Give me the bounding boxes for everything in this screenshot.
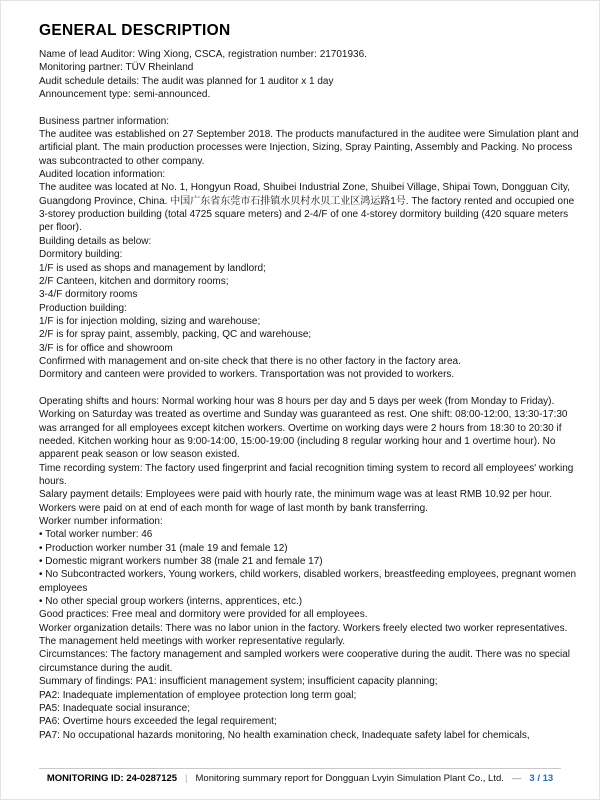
text-line: • Production worker number 31 (male 19 and female 12)	[39, 542, 288, 554]
text-line: needed. Kitchen working hour as 9:00-14:00, 15:00-19:00 (including 8 regular working hour and 1 overtime hour). No	[39, 435, 556, 447]
text-line: Audited location information:	[39, 169, 166, 181]
text-line: Confirmed with management and on-site check that there is no other factory in the factory area.	[39, 355, 461, 367]
text-line: PA2: Inadequate implementation of employee protection long term goal;	[39, 689, 357, 701]
section-business-partner	[39, 115, 579, 382]
footer-dash: —	[511, 773, 522, 784]
text-line: Announcement type: semi-announced.	[39, 89, 211, 101]
text-line: 1/F is for injection molding, sizing and warehouse;	[39, 315, 261, 327]
text-line: 3-storey production building (total 4725 square meters) and 2-4/F of one 4-storey dormitory building (420 square meters	[39, 209, 569, 221]
text-line: Name of lead Auditor: Wing Xiong, CSCA, registration number: 21701936.	[39, 49, 367, 60]
text-line: Worker organization details: There was no labor union in the factory. Workers freely elected two worker representatives.	[39, 622, 568, 634]
text-line: Workers were paid on at end of each month for wage of last month by bank transferring.	[39, 502, 428, 514]
text-line: Business partner information:	[39, 115, 170, 127]
text-line: apparent peak season or low season existed.	[39, 449, 240, 461]
text-line: Dormitory and canteen were provided to workers. Transportation was not provided to workers.	[39, 369, 455, 381]
text-line: employees	[39, 582, 88, 594]
text-line: • No other special group workers (interns, apprentices, etc.)	[39, 596, 303, 608]
text-line: Dormitory building:	[39, 249, 123, 261]
text-line: • Total worker number: 46	[39, 529, 153, 541]
text-line: Summary of findings: PA1: insufficient management system; insufficient capacity planning;	[39, 676, 438, 688]
text-line: The auditee was located at No. 1, Hongyun Road, Shuibei Industrial Zone, Shuibei Village, Shipai Town, Dongguan City,	[39, 182, 570, 194]
footer-divider	[39, 768, 561, 769]
text-line: 2/F is for spray paint, assembly, packing, QC and warehouse;	[39, 329, 312, 341]
text-line: was subcontracted to other company.	[39, 155, 205, 167]
text-line: circumstance during the audit.	[39, 662, 173, 674]
text-line: per floor).	[39, 222, 82, 234]
text-line: Circumstances: The factory management and sampled workers were cooperative during the audit. There was no special	[39, 649, 571, 661]
text-line: • No Subcontracted workers, Young workers, child workers, disabled workers, breastfeeding employees, pregnant women	[39, 569, 577, 581]
text-line: Building details as below:	[39, 235, 152, 247]
page-title: GENERAL DESCRIPTION	[39, 22, 231, 39]
text-line: 3/F is for office and showroom	[39, 342, 173, 354]
text-line: hours.	[39, 476, 67, 487]
text-line: Good practices: Free meal and dormitory were provided for all employees.	[39, 609, 368, 621]
text-line: PA7: No occupational hazards monitoring, No health examination check, Inadequate safety label for chemicals,	[39, 729, 530, 741]
section-operations	[39, 395, 577, 742]
text-line: 3-4/F dormitory rooms	[39, 289, 138, 301]
text-line: • Domestic migrant workers number 38 (male 21 and female 17)	[39, 556, 323, 568]
text-line: was arranged for all employees except kitchen workers. Overtime on working days were 2 hours from 18:30 to 20:30 if	[39, 422, 562, 434]
text-line: Worker number information:	[39, 516, 163, 528]
page-number: 3 / 13	[529, 773, 554, 784]
monitoring-id: MONITORING ID: 24-0287125	[46, 773, 178, 784]
text-line: PA6: Overtime hours exceeded the legal requirement;	[39, 716, 277, 728]
text-line: Audit schedule details: The audit was planned for 1 auditor x 1 day	[39, 75, 334, 87]
section-audit-info	[39, 48, 561, 101]
text-line: The management held meetings with worker representative regularly.	[39, 636, 346, 648]
text-line: Time recording system: The factory used fingerprint and facial recognition timing system to record all employees' working	[39, 462, 574, 474]
text-line: 1/F is used as shops and management by landlord;	[39, 262, 266, 274]
report-title: Monitoring summary report for Dongguan Lvyin Simulation Plant Co., Ltd.	[195, 773, 504, 784]
text-line: Monitoring partner: TÜV Rheinland	[39, 62, 194, 74]
text-line: Guangdong Province, China. 中国广东省东莞市石排镇水贝村水贝工业区鸿运路1号. The factory rented and occupied one	[39, 195, 575, 207]
text-line: Salary payment details: Employees were paid with hourly rate, the minimum wage was at least RMB 10.92 per hour.	[39, 489, 553, 501]
text-line: Production building:	[39, 302, 127, 314]
text-line: PA5: Inadequate social insurance;	[39, 702, 191, 714]
footer-separator: |	[185, 773, 188, 784]
text-line: 2/F Canteen, kitchen and dormitory rooms;	[39, 275, 229, 287]
text-line: Working on Saturday was treated as overtime and Sunday was guaranteed as rest. One shift: 08:00-12:00, 13:30-17:30	[39, 409, 568, 421]
footer	[1, 773, 599, 785]
text-line: The auditee was established on 27 September 2018. The products manufactured in the auditee were Simulation plant and	[39, 129, 579, 141]
text-line: Operating shifts and hours: Normal working hour was 8 hours per day and 5 days per week (from Monday to Friday).	[39, 395, 555, 407]
text-line: artificial plant. The main production processes were Injection, Sizing, Spray Painting, Assembly and Packing. No process	[39, 142, 573, 154]
